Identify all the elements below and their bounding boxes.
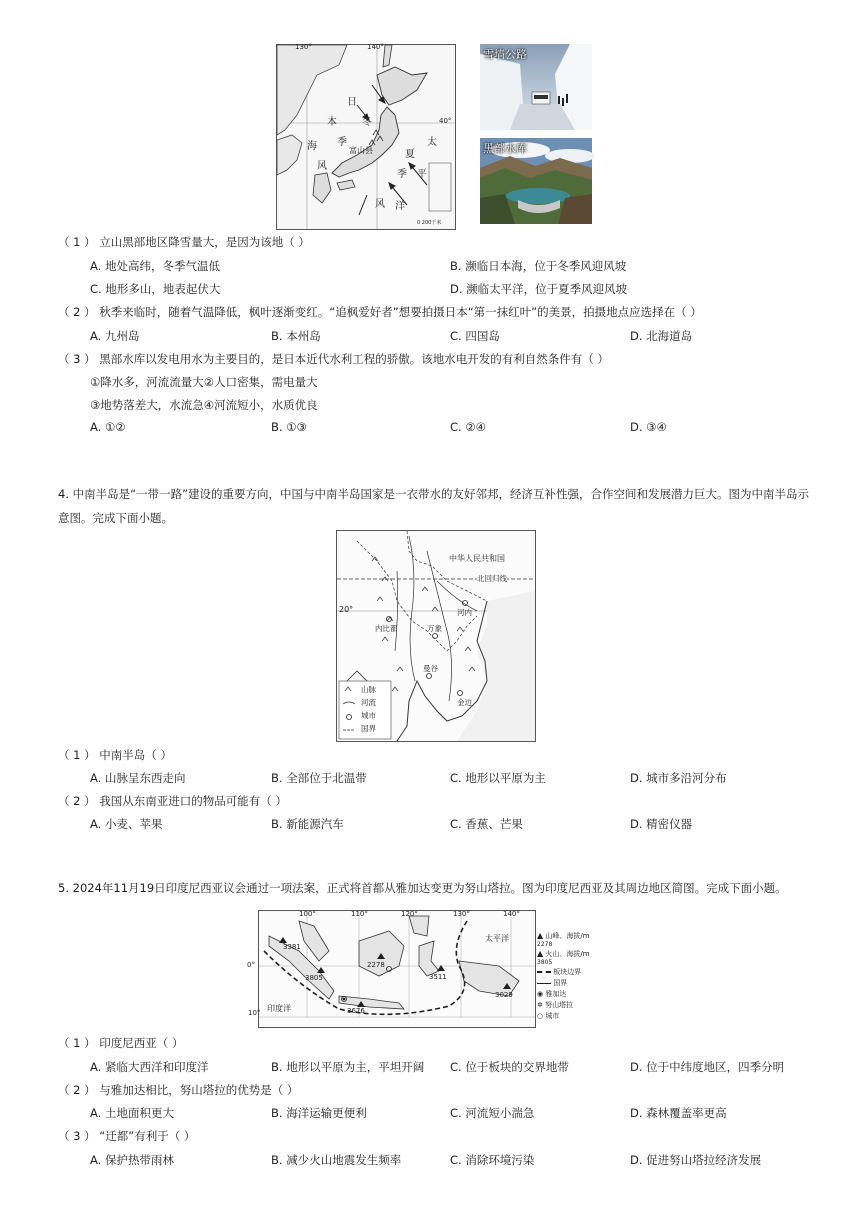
q5-1-option-c[interactable]: C. 位于板块的交界地带 [450, 1060, 569, 1074]
peak-label: 3805 [305, 974, 323, 982]
legend-label: 城市 [545, 1012, 560, 1020]
city-label: 曼谷 [423, 664, 438, 673]
photo-snow-road [480, 44, 592, 130]
legend-label: 努山塔拉 [545, 1001, 574, 1009]
scale-bar: 0 200千米 [417, 220, 442, 226]
lat-label-40: 40° [439, 117, 452, 125]
lon-label: 130° [453, 910, 470, 918]
q5-intro: 5. 2024年11月19日印度尼西亚议会通过一项法案，正式将首都从雅加达变更为努山塔拉。图为印度尼西亚及其周边地区简图。完成下面小题。 [58, 881, 787, 895]
lat-label: 0° [247, 961, 255, 969]
map-label: 风 [375, 199, 385, 210]
indonesia-legend: ▲ 山峰、海拔/m 2278 ▲ 火山、海拔/m 3805 板块边界 国界 ◉ 雅加达 ✲ 努山塔拉 ○ 城市 [537, 931, 590, 1020]
lon-label: 140° [503, 910, 520, 918]
map-label: 季 [397, 169, 407, 180]
q3-3-option-a[interactable]: A. ①② [90, 420, 126, 434]
q3-2-option-a[interactable]: A. 九州岛 [90, 329, 140, 343]
q5-1-option-b[interactable]: B. 地形以平原为主，平坦开阔 [271, 1060, 425, 1074]
map-label: 夏 [405, 149, 415, 160]
q4-2-option-a[interactable]: A. 小麦、苹果 [90, 817, 163, 831]
q4-1-option-a[interactable]: A. 山脉呈东西走向 [90, 771, 186, 785]
legend-volcano-value: 3805 [537, 959, 553, 966]
lon-label: 120° [401, 910, 418, 918]
q5-2-option-c[interactable]: C. 河流短小湍急 [450, 1106, 535, 1120]
legend-label: 山峰、海拔/m [545, 932, 590, 940]
ocean-label-pacific: 太平洋 [485, 934, 509, 943]
map-label-china: 中华人民共和国 [449, 554, 505, 563]
peak-label: 2278 [367, 961, 385, 969]
map-label: 日 [347, 97, 357, 108]
q5-3-option-d[interactable]: D. 促进努山塔拉经济发展 [630, 1153, 762, 1167]
map-label: 太 [427, 137, 437, 148]
q5-2-stem: （ 2 ） 与雅加达相比，努山塔拉的优势是（ ） [58, 1083, 299, 1097]
q3-2-option-b[interactable]: B. 本州岛 [271, 329, 321, 343]
city-label: 金边 [457, 698, 472, 707]
q3-1-option-a[interactable]: A. 地处高纬，冬季气温低 [90, 259, 220, 273]
city-label: 河内 [457, 608, 472, 617]
peak-label: 3381 [283, 943, 301, 951]
map-label: 季 [337, 137, 347, 148]
q3-3-option-c[interactable]: C. ②④ [450, 420, 486, 434]
q4-2-stem: （ 2 ） 我国从东南亚进口的物品可能有（ ） [58, 794, 287, 808]
q3-3-statement: ③地势落差大，水流急④河流短小，水质优良 [90, 398, 318, 412]
peak-label: 3676 [347, 1007, 365, 1015]
legend-label: 雅加达 [545, 990, 567, 998]
q4-1-option-d[interactable]: D. 城市多沿河分布 [630, 771, 727, 785]
legend-label: 火山、海拔/m [545, 950, 590, 958]
q5-3-option-a[interactable]: A. 保护热带雨林 [90, 1153, 174, 1167]
legend-label: 国界 [553, 979, 568, 987]
peak-label: 3511 [429, 973, 447, 981]
indonesia-map [247, 910, 536, 1028]
photo-caption: 雪墙公路 [483, 48, 527, 61]
legend-label: 河流 [361, 698, 376, 707]
q5-1-stem: （ 1 ） 印度尼西亚（ ） [58, 1036, 184, 1050]
q4-2-option-d[interactable]: D. 精密仪器 [630, 817, 693, 831]
map-label-toyama: 富山县 [349, 146, 373, 155]
q4-2-option-c[interactable]: C. 香蕉、芒果 [450, 817, 523, 831]
ocean-label-indian: 印度洋 [267, 1004, 291, 1013]
q4-1-option-b[interactable]: B. 全部位于北温带 [271, 771, 367, 785]
peak-label: 3029 [495, 991, 513, 999]
legend-label: 城市 [361, 711, 376, 720]
legend-label: 板块边界 [553, 968, 582, 976]
q3-3-option-b[interactable]: B. ①③ [271, 420, 307, 434]
legend-label: 国界 [361, 724, 376, 733]
lon-label: 110° [351, 910, 368, 918]
q3-3-statement: ①降水多，河流流量大②人口密集，需电量大 [90, 375, 318, 389]
q3-1-option-c[interactable]: C. 地形多山，地表起伏大 [90, 282, 221, 296]
q4-2-option-b[interactable]: B. 新能源汽车 [271, 817, 344, 831]
map-label: 平 [417, 169, 427, 180]
city-label: 内比都 [375, 624, 398, 633]
q5-3-option-b[interactable]: B. 减少火山地震发生频率 [271, 1153, 402, 1167]
indochina-map [336, 530, 536, 742]
q3-1-option-b[interactable]: B. 濒临日本海，位于冬季风迎风坡 [450, 259, 627, 273]
q5-1-option-d[interactable]: D. 位于中纬度地区，四季分明 [630, 1060, 785, 1074]
lon-label-140: 140° [367, 43, 384, 51]
q4-1-stem: （ 1 ） 中南半岛（ ） [58, 748, 172, 762]
q5-2-option-d[interactable]: D. 森林覆盖率更高 [630, 1106, 727, 1120]
q3-2-option-d[interactable]: D. 北海道岛 [630, 329, 693, 343]
lon-label: 100° [299, 910, 316, 918]
q5-1-option-a[interactable]: A. 紧临大西洋和印度洋 [90, 1060, 209, 1074]
map-label-lat20: 20° [339, 605, 354, 614]
japan-map [276, 44, 456, 230]
q4-1-option-c[interactable]: C. 地形以平原为主 [450, 771, 546, 785]
photo-kurobe-dam [480, 138, 592, 224]
city-label: 万象 [427, 624, 442, 633]
legend-label: 山脉 [361, 685, 376, 694]
q3-2-stem: （ 2 ） 秋季来临时，随着气温降低，枫叶逐渐变红。“追枫爱好者”想要拍摄日本“第一抹红叶”的美景，拍摄地点应选择在（ ） [58, 305, 702, 319]
q5-3-stem: （ 3 ） “迁都”有利于（ ） [58, 1129, 196, 1143]
q5-3-option-c[interactable]: C. 消除环境污染 [450, 1153, 535, 1167]
q5-2-option-b[interactable]: B. 海洋运输更便利 [271, 1106, 367, 1120]
lat-label: 10° [248, 1009, 261, 1017]
map-label: 本 [327, 117, 337, 128]
map-label: 洋 [395, 201, 405, 212]
q4-intro: 4. 中南半岛是“一带一路”建设的重要方向，中国与中南半岛国家是一衣带水的友好邻邦，经济互补性强，合作空间和发展潜力巨大。图为中南半岛示意图。完成下面小题。 [58, 487, 810, 525]
q3-1-stem: （ 1 ） 立山黑部地区降雪量大，是因为该地（ ） [58, 235, 310, 249]
q3-3-option-d[interactable]: D. ③④ [630, 420, 667, 434]
q3-1-option-d[interactable]: D. 濒临太平洋，位于夏季风迎风坡 [450, 282, 628, 296]
map-label: 风 [317, 161, 327, 172]
map-label-tropic: 北回归线 [477, 574, 507, 583]
map-label: 海 [307, 141, 317, 152]
lon-label-130: 130° [295, 43, 312, 51]
q3-2-option-c[interactable]: C. 四国岛 [450, 329, 500, 343]
photo-caption: 黑部水库 [483, 142, 527, 155]
q5-2-option-a[interactable]: A. 土地面积更大 [90, 1106, 174, 1120]
q3-3-stem: （ 3 ） 黑部水库以发电用水为主要目的，是日本近代水利工程的骄傲。该地水电开发的有利自然条件有（ ） [58, 352, 609, 366]
legend-peak-value: 2278 [537, 941, 553, 948]
map-label: 冬 [362, 117, 372, 128]
